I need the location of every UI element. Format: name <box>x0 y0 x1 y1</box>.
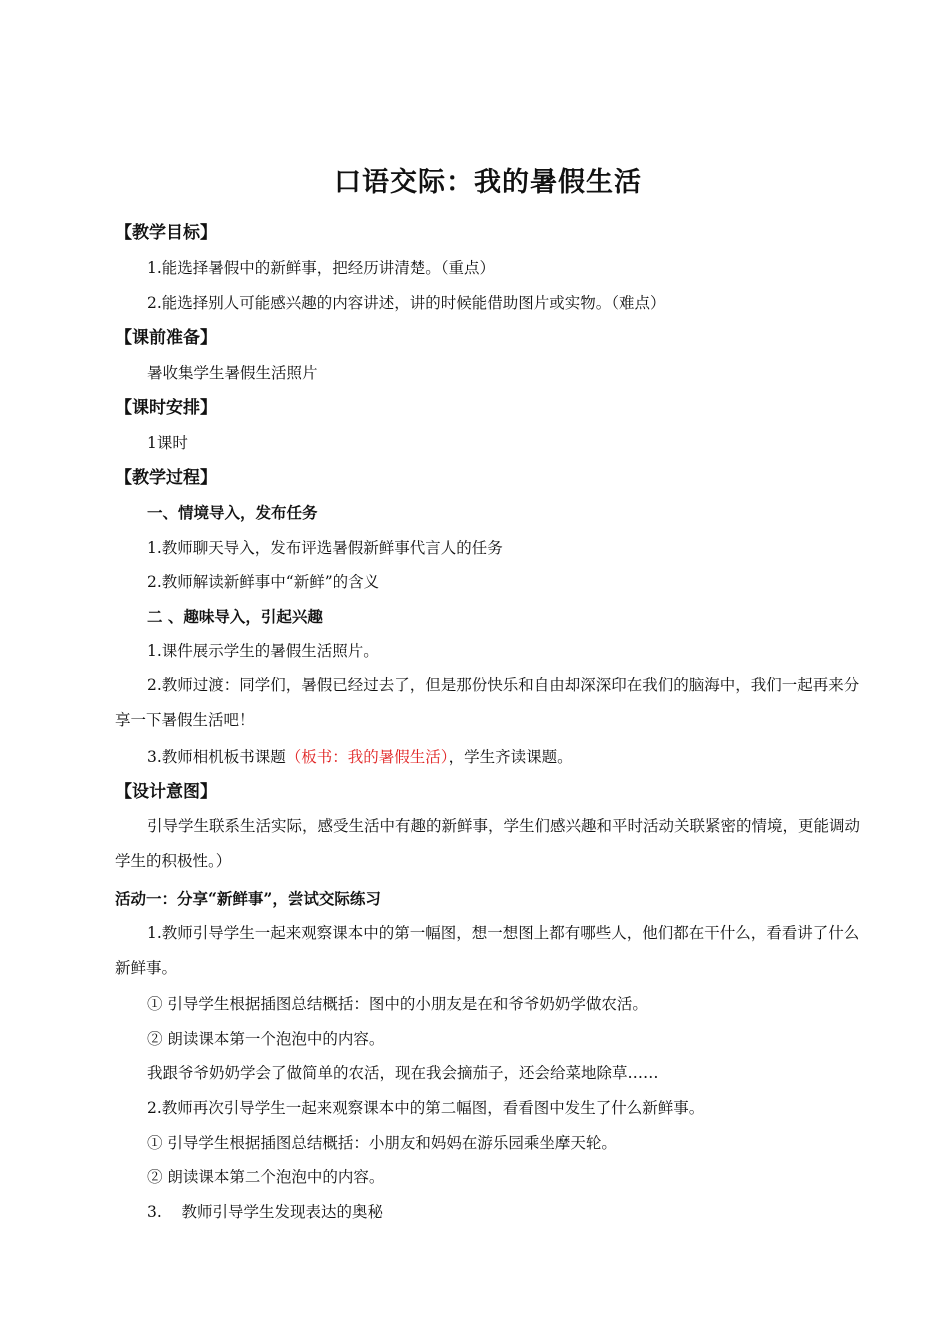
prep-text: 暑收集学生暑假生活照片 <box>147 364 318 382</box>
process-2-item-1: 1.课件展示学生的暑假生活照片。 <box>147 642 379 660</box>
activity-1-item-2b: ② 朗读课本第二个泡泡中的内容。 <box>147 1168 385 1186</box>
process-part-2: 二 、趣味导入，引起兴趣 <box>147 607 323 626</box>
activity-1-item-1c: 我跟爷爷奶奶学会了做简单的农活，现在我会摘茄子，还会给菜地除草…… <box>147 1064 659 1082</box>
activity-1-item-1a: ① 引导学生根据插图总结概括：图中的小朋友是在和爷爷奶奶学做农活。 <box>147 995 648 1013</box>
section-heading-schedule: 【课时安排】 <box>115 398 217 418</box>
process-1-item-1: 1.教师聊天导入，发布评选暑假新鲜事代言人的任务 <box>147 539 503 557</box>
board-note: （板书：我的暑假生活） <box>285 748 449 766</box>
intent-text: 引导学生联系生活实际，感受生活中有趣的新鲜事，学生们感兴趣和平时活动关联紧密的情境，更能调动学生的积极性。） <box>115 817 861 870</box>
process-2-item-2: 2.教师过渡：同学们，暑假已经过去了，但是那份快乐和自由却深深印在我们的脑海中，我们一起再来分享一下暑假生活吧！ <box>115 676 860 729</box>
activity-1-item-1: 1.教师引导学生一起来观察课本中的第一幅图，想一想图上都有哪些人，他们都在干什么，看看讲了什么新鲜事。 <box>115 924 860 977</box>
goal-item-2: 2.能选择别人可能感兴趣的内容讲述，讲的时候能借助图片或实物。（难点） <box>147 294 666 312</box>
section-heading-prep: 【课前准备】 <box>115 328 217 348</box>
activity-1-item-2: 2.教师再次引导学生一起来观察课本中的第二幅图，看看图中发生了什么新鲜事。 <box>147 1099 705 1117</box>
activity-1-heading: 活动一：分享“新鲜事”，尝试交际练习 <box>115 889 381 908</box>
page-title: 口语交际：我的暑假生活 <box>334 167 642 198</box>
process-part-1: 一、情境导入，发布任务 <box>147 503 318 522</box>
section-heading-goals: 【教学目标】 <box>115 223 217 243</box>
activity-1-item-2a: ① 引导学生根据插图总结概括：小朋友和妈妈在游乐园乘坐摩天轮。 <box>147 1134 617 1152</box>
item-3-text-c: ，学生齐读课题。 <box>448 748 573 766</box>
activity-1-item-3: 3. 教师引导学生发现表达的奥秘 <box>147 1203 383 1221</box>
activity-1-item-1b: ② 朗读课本第一个泡泡中的内容。 <box>147 1030 385 1048</box>
item-3-text-a: 3.教师相机板书课题 <box>147 748 286 766</box>
process-1-item-2: 2.教师解读新鲜事中“新鲜”的含义 <box>147 573 380 591</box>
goal-item-1: 1.能选择暑假中的新鲜事，把经历讲清楚。（重点） <box>147 259 496 277</box>
process-2-item-3 <box>115 746 893 768</box>
section-heading-process: 【教学过程】 <box>115 468 217 488</box>
section-heading-intent: 【设计意图】 <box>115 782 217 802</box>
schedule-text: 1课时 <box>147 434 188 452</box>
